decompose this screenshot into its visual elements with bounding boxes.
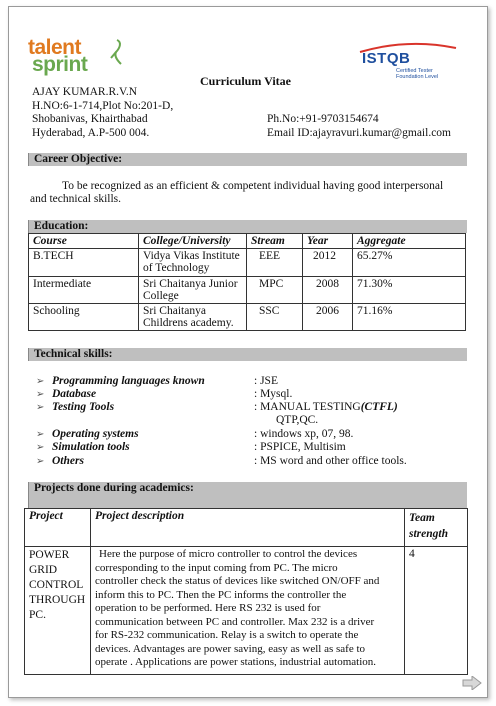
istqb-logo: [358, 40, 458, 80]
edu-year: 2008: [303, 277, 353, 304]
edu-course: B.TECH: [29, 249, 139, 277]
edu-aggregate: 71.30%: [353, 277, 466, 304]
career-objective-line1: To be recognized as an efficient & competent individual having good interpersonal: [62, 180, 444, 192]
runner-icon: [108, 38, 126, 66]
skill-value-database: : Mysql.: [254, 388, 293, 400]
skill-value-programming: : JSE: [254, 375, 278, 387]
projects-bar: [28, 482, 467, 508]
bullet-arrow-icon: ➢: [36, 402, 45, 413]
edu-college-line1: Sri Chaitanya: [143, 305, 206, 317]
phone-number: Ph.No:+91-9703154674: [267, 113, 379, 125]
candidate-name: AJAY KUMAR.R.V.N: [32, 86, 138, 98]
projects-header-row: [25, 509, 468, 547]
education-header-row: [29, 234, 466, 249]
address-line-1: H.NO:6-1-714,Plot No:201-D,: [32, 100, 174, 112]
address-line-2: Shobanivas, Khairthabad: [32, 113, 148, 125]
description-line: devices. Advantages are power saving, easy as well as safe to: [95, 642, 366, 655]
edu-year: 2012: [303, 249, 353, 277]
project-header-description: Project description: [91, 509, 405, 547]
technical-skills-heading: Technical skills:: [34, 348, 113, 360]
project-team-strength: 4: [405, 547, 468, 675]
skill-label-testing: Testing Tools: [52, 401, 115, 413]
table-row: [29, 249, 466, 277]
edu-college: [139, 249, 247, 277]
skill-value-simulation: : PSPICE, Multisim: [254, 441, 346, 453]
edu-header-course: Course: [29, 234, 139, 249]
projects-heading: Projects done during academics:: [34, 482, 194, 494]
bullet-arrow-icon: ➢: [36, 376, 45, 387]
email-address: Email ID:ajayravuri.kumar@gmail.com: [267, 127, 451, 139]
skill-value-testing: [254, 401, 398, 414]
skill-value-testing-main: : MANUAL TESTING: [254, 401, 361, 413]
edu-college: [139, 304, 247, 331]
edu-course: Schooling: [29, 304, 139, 331]
edu-college-line1: Vidya Vikas Institute: [143, 250, 240, 262]
description-line: for RS-232 communication. Relay is a switch to operate the: [95, 629, 359, 641]
technical-skills-bar: [28, 348, 467, 361]
career-objective-line2: and technical skills.: [30, 193, 122, 205]
edu-header-stream: Stream: [247, 234, 303, 249]
career-objective-bar: [28, 153, 467, 166]
description-line: controller check the status of devices like switched ON/OFF and: [95, 575, 380, 587]
edu-aggregate: 65.27%: [353, 249, 466, 277]
description-line: Here the purpose of micro controller to control the devices: [99, 548, 358, 560]
logo-talent-text: talent: [28, 36, 82, 59]
project-name-line: THROUGH: [29, 594, 86, 606]
project-header-team-line2: strength: [409, 528, 448, 540]
edu-college-line2: College: [143, 290, 179, 302]
talentsprint-logo: [28, 36, 128, 78]
bullet-arrow-icon: ➢: [36, 429, 45, 440]
edu-college-line2: of Technology: [143, 262, 210, 274]
description-line: inform this to PC. Then the PC informs the controller the: [95, 588, 347, 601]
skill-value-testing-cert: (CTFL): [360, 401, 398, 413]
logo-sprint-text: sprint: [32, 53, 88, 76]
projects-table: [24, 508, 468, 675]
project-name-line: GRID: [29, 564, 58, 576]
arrow-right-icon[interactable]: [462, 676, 482, 690]
project-name-line: POWER: [29, 549, 70, 561]
edu-stream: MPC: [247, 277, 303, 304]
project-name: [25, 547, 91, 675]
education-heading: Education:: [34, 220, 89, 232]
page-title: Curriculum Vitae: [200, 74, 291, 88]
skill-label-database: Database: [52, 388, 97, 400]
table-row: [25, 547, 468, 675]
istqb-sub-line2: Foundation Level: [396, 74, 439, 80]
project-name-line: CONTROL: [29, 579, 84, 591]
table-row: [29, 277, 466, 304]
bullet-arrow-icon: ➢: [36, 456, 45, 467]
career-objective-heading: Career Objective:: [34, 153, 123, 165]
edu-header-college: College/University: [139, 234, 247, 249]
bullet-arrow-icon: ➢: [36, 389, 45, 400]
description-line: communication between PC and controller. Max 232 is a driver: [95, 615, 375, 628]
project-name-line: PC.: [29, 609, 46, 621]
edu-college: [139, 277, 247, 304]
edu-stream: SSC: [247, 304, 303, 331]
description-line: corresponding to the input coming from PC. The micro: [95, 561, 338, 574]
skill-label-os: Operating systems: [52, 428, 139, 440]
project-header-team-line1: Team: [409, 512, 435, 524]
description-line: operate . Applications are power stations, industrial automation.: [95, 656, 377, 668]
skill-value-os: : windows xp, 07, 98.: [254, 428, 354, 440]
skill-value-testing-line2: QTP,QC.: [276, 414, 319, 426]
skill-label-programming: Programming languages known: [52, 375, 205, 387]
skill-label-simulation: Simulation tools: [52, 441, 130, 453]
istqb-main-text: ISTQB: [362, 50, 411, 67]
istqb-sub-text: [396, 68, 438, 80]
edu-course: Intermediate: [29, 277, 139, 304]
description-line: operation to be performed. Here RS 232 is used for: [95, 602, 321, 614]
table-row: [29, 304, 466, 331]
edu-college-line1: Sri Chaitanya Junior: [143, 278, 238, 290]
edu-college-line2: Childrens academy.: [143, 317, 234, 329]
address-line-3: Hyderabad, A.P-500 004.: [32, 127, 150, 139]
edu-aggregate: 71.16%: [353, 304, 466, 331]
project-description: [91, 547, 405, 675]
bullet-arrow-icon: ➢: [36, 442, 45, 453]
project-header-name: Project: [25, 509, 91, 547]
edu-year: 2006: [303, 304, 353, 331]
skill-label-others: Others: [52, 455, 84, 467]
education-bar: [28, 220, 467, 233]
edu-header-year: Year: [303, 234, 353, 249]
edu-header-aggregate: Aggregate: [353, 234, 466, 249]
edu-stream: EEE: [247, 249, 303, 277]
istqb-sub-line1: Certified Tester: [396, 68, 433, 74]
skill-value-others: : MS word and other office tools.: [254, 455, 407, 467]
project-header-team: [405, 509, 468, 547]
education-table: [28, 233, 466, 331]
